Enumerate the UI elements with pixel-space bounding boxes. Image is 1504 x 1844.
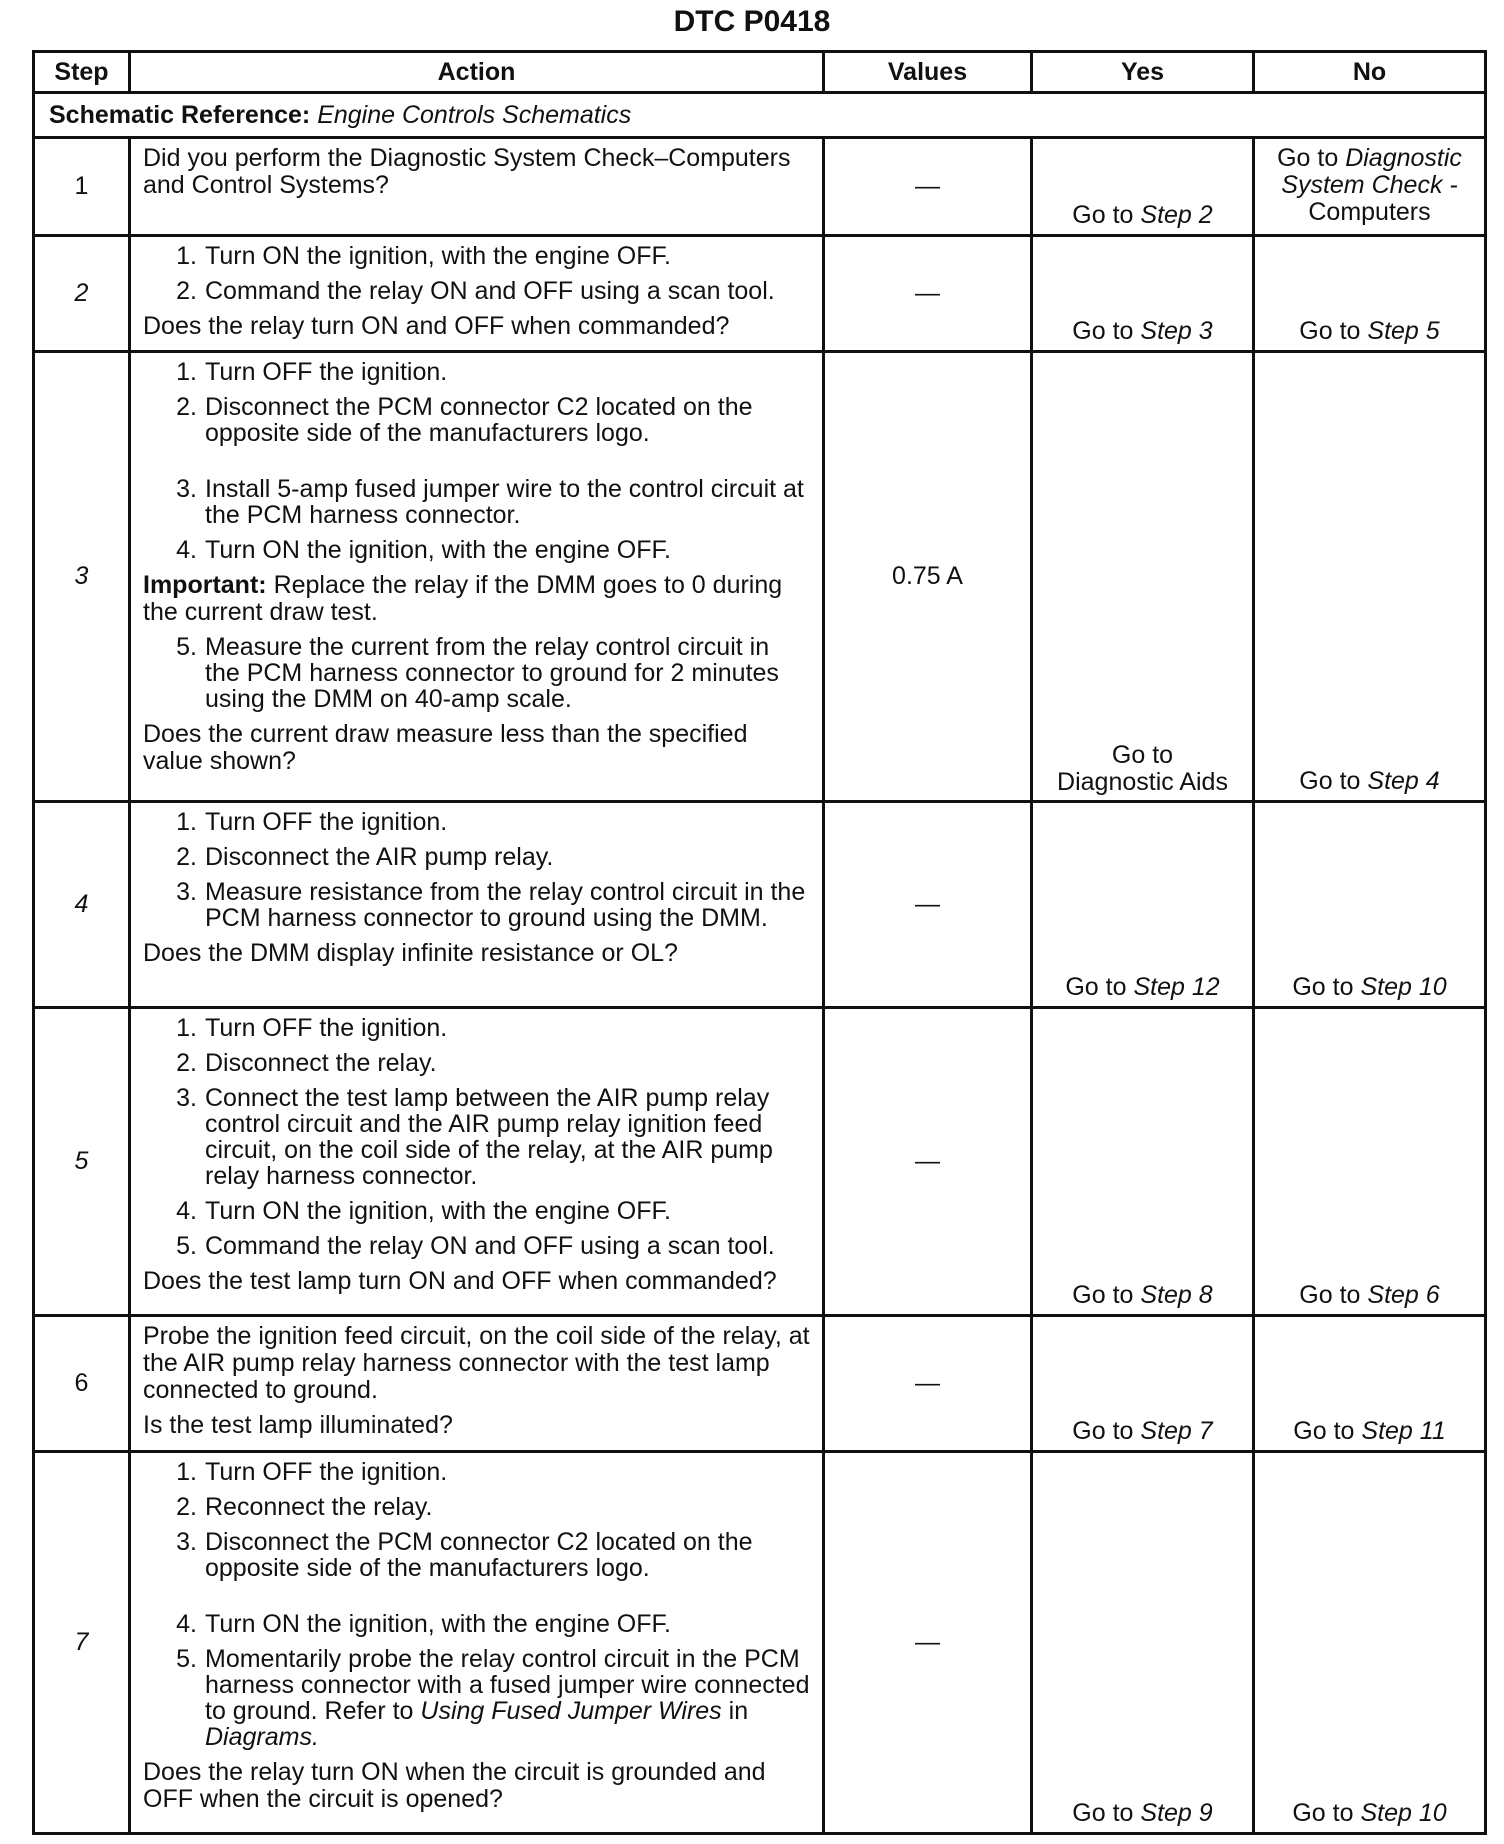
go-to-label: Go to [1072,1799,1134,1827]
list-item: 1. Turn OFF the ignition. [176,808,448,836]
empty-value-dash: — [915,1628,940,1656]
reference-link[interactable]: Diagrams. [205,1723,319,1751]
yes-link[interactable]: Step 8 [1140,1281,1213,1309]
item-text: Momentarily probe the relay control circuit in the PCM harness connector with a fused jumper wire connected to ground. Refer to [205,1645,810,1725]
action-text: Did you perform the Diagnostic System Check–Computers and Control Systems? [143,144,791,199]
diagnostic-table [32,50,1487,1835]
schematic-reference-link[interactable]: Engine Controls Schematics [317,100,632,129]
empty-value-dash: — [915,172,940,200]
values-cell [824,1316,1032,1452]
yes-cell [1032,1008,1254,1316]
table-row [34,138,1486,236]
yes-link[interactable]: Step 3 [1140,317,1213,345]
step-number: 2 [34,236,130,352]
no-cell [1254,1008,1486,1316]
empty-value-dash: — [915,1147,940,1175]
question-text: Does the current draw measure less than the specified value shown? [143,720,748,775]
list-item: 1. Turn OFF the ignition. [176,1014,448,1042]
action-cell [130,1008,824,1316]
action-cell [130,802,824,1008]
values-cell [824,802,1032,1008]
action-text: Probe the ignition feed circuit, on the coil side of the relay, at the AIR pump relay harness connector with the test lamp connected to ground. [143,1322,810,1404]
list-item: 3. Measure resistance from the relay control circuit in the PCM harness connector to ground using the DMM. [176,878,806,932]
list-item: 1. Turn OFF the ignition. [176,358,448,386]
important-text: Replace the relay if the DMM goes to 0 during the current draw test. [143,571,783,626]
list-item: 3. Disconnect the PCM connector C2 located on the opposite side of the manufacturers logo. [176,1528,753,1582]
question-text: Does the test lamp turn ON and OFF when commanded? [143,1267,777,1295]
no-link[interactable]: Computers [1308,198,1431,226]
empty-value-dash: — [915,1369,940,1397]
page-title: DTC P0418 [673,5,831,38]
schematic-reference-label: Schematic Reference: [49,100,311,129]
no-link[interactable]: System Check - [1281,171,1458,199]
no-link[interactable]: Step 11 [1361,1417,1446,1445]
list-item: 5. Command the relay ON and OFF using a scan tool. [176,1232,775,1260]
go-to-label: Go to [1299,1281,1361,1309]
schematic-reference [34,93,1486,138]
list-item: 2. Disconnect the relay. [176,1049,437,1077]
yes-cell [1032,236,1254,352]
no-link[interactable]: Step 6 [1367,1281,1440,1309]
list-item: 2. Disconnect the AIR pump relay. [176,843,554,871]
step-number: 4 [34,802,130,1008]
go-to-label: Go to [1111,741,1174,769]
action-cell [130,236,824,352]
list-item: 4. Turn ON the ignition, with the engine OFF. [176,536,671,564]
list-item: 1. Turn OFF the ignition. [176,1458,448,1486]
go-to-label: Go to [1299,317,1361,345]
no-link[interactable]: Step 5 [1367,317,1440,345]
table-header-row [34,52,1486,93]
yes-cell [1032,352,1254,802]
table-row [34,352,1486,802]
step-number: 6 [34,1316,130,1452]
go-to-label: Go to [1072,317,1134,345]
no-link[interactable]: Step 10 [1360,973,1447,1001]
action-cell [130,138,824,236]
list-item: 4. Turn ON the ignition, with the engine OFF. [176,1610,671,1638]
important-note [143,572,810,626]
no-cell [1254,138,1486,236]
values-cell [824,1452,1032,1834]
header-yes: Yes [1032,52,1254,93]
no-cell [1254,1316,1486,1452]
no-cell [1254,802,1486,1008]
yes-link[interactable]: Step 9 [1140,1799,1213,1827]
current-value: 0.75 A [892,562,963,590]
yes-cell [1032,1452,1254,1834]
question-text: Does the DMM display infinite resistance or OL? [143,939,678,967]
go-to-label: Go to [1072,201,1134,229]
step-number: 7 [34,1452,130,1834]
table-row [34,1008,1486,1316]
table-row [34,236,1486,352]
no-cell [1254,1452,1486,1834]
item-text: in [728,1697,749,1725]
yes-cell [1032,802,1254,1008]
list-item: 2. Disconnect the PCM connector C2 located on the opposite side of the manufacturers logo. [176,393,753,447]
go-to-label: Go to [1072,1281,1134,1309]
values-cell [824,352,1032,802]
yes-link[interactable]: Step 12 [1133,973,1220,1001]
values-cell [824,138,1032,236]
list-item: 5. Measure the current from the relay control circuit in the PCM harness connector to ground for 2 minutes using the DMM on 40-amp scale. [176,633,779,713]
action-cell [130,1316,824,1452]
action-cell [130,1452,824,1834]
go-to-label: Go to [1065,973,1127,1001]
step-number: 5 [34,1008,130,1316]
yes-cell [1032,1316,1254,1452]
list-item: 2. Command the relay ON and OFF using a scan tool. [176,277,775,305]
no-link[interactable]: Step 10 [1360,1799,1447,1827]
no-cell [1254,352,1486,802]
go-to-label: Go to [1292,1799,1354,1827]
no-link[interactable]: Step 4 [1367,767,1440,795]
table-row [34,1452,1486,1834]
list-item: 1. Turn ON the ignition, with the engine OFF. [176,242,671,270]
question-text: Is the test lamp illuminated? [143,1411,453,1439]
list-item: 2. Reconnect the relay. [176,1493,433,1521]
question-text: Does the relay turn ON and OFF when commanded? [143,312,730,340]
header-step: Step [34,52,130,93]
go-to-label: Go to [1293,1417,1355,1445]
go-to-label: Go to [1292,973,1354,1001]
empty-value-dash: — [915,279,940,307]
no-link[interactable]: Diagnostic [1345,144,1462,172]
go-to-label: Go to [1299,767,1361,795]
empty-value-dash: — [915,890,940,918]
list-item: 5. Momentarily probe the relay control circuit in the PCM harness connector with a fused jumper wire connected to ground. Refer to Using Fused Jumper Wires in Diagrams. [176,1645,810,1751]
yes-link[interactable]: Step 2 [1140,201,1213,229]
header-no: No [1254,52,1486,93]
yes-link[interactable]: Diagnostic Aids [1057,768,1228,796]
list-item: 4. Turn ON the ignition, with the engine OFF. [176,1197,671,1225]
step-number: 3 [34,352,130,802]
list-item: 3. Connect the test lamp between the AIR pump relay control circuit and the AIR pump relay ignition feed circuit, on the coil side of the relay, at the AIR pump relay harness connector. [176,1084,773,1190]
important-label: Important: [143,571,267,599]
yes-link[interactable]: Step 7 [1140,1417,1213,1445]
step-number: 1 [34,138,130,236]
list-item: 3. Install 5-amp fused jumper wire to the control circuit at the PCM harness connector. [176,475,804,529]
go-to-label: Go to [1072,1417,1134,1445]
no-cell [1254,236,1486,352]
table-row [34,1316,1486,1452]
values-cell [824,236,1032,352]
schematic-reference-row [34,93,1486,138]
table-row [34,802,1486,1008]
action-cell [130,352,824,802]
yes-cell [1032,138,1254,236]
question-text: Does the relay turn ON when the circuit is grounded and OFF when the circuit is opened? [143,1758,766,1813]
header-action: Action [130,52,824,93]
go-to-label: Go to [1277,144,1339,172]
reference-link[interactable]: Using Fused Jumper Wires [420,1697,722,1725]
header-values: Values [824,52,1032,93]
values-cell [824,1008,1032,1316]
